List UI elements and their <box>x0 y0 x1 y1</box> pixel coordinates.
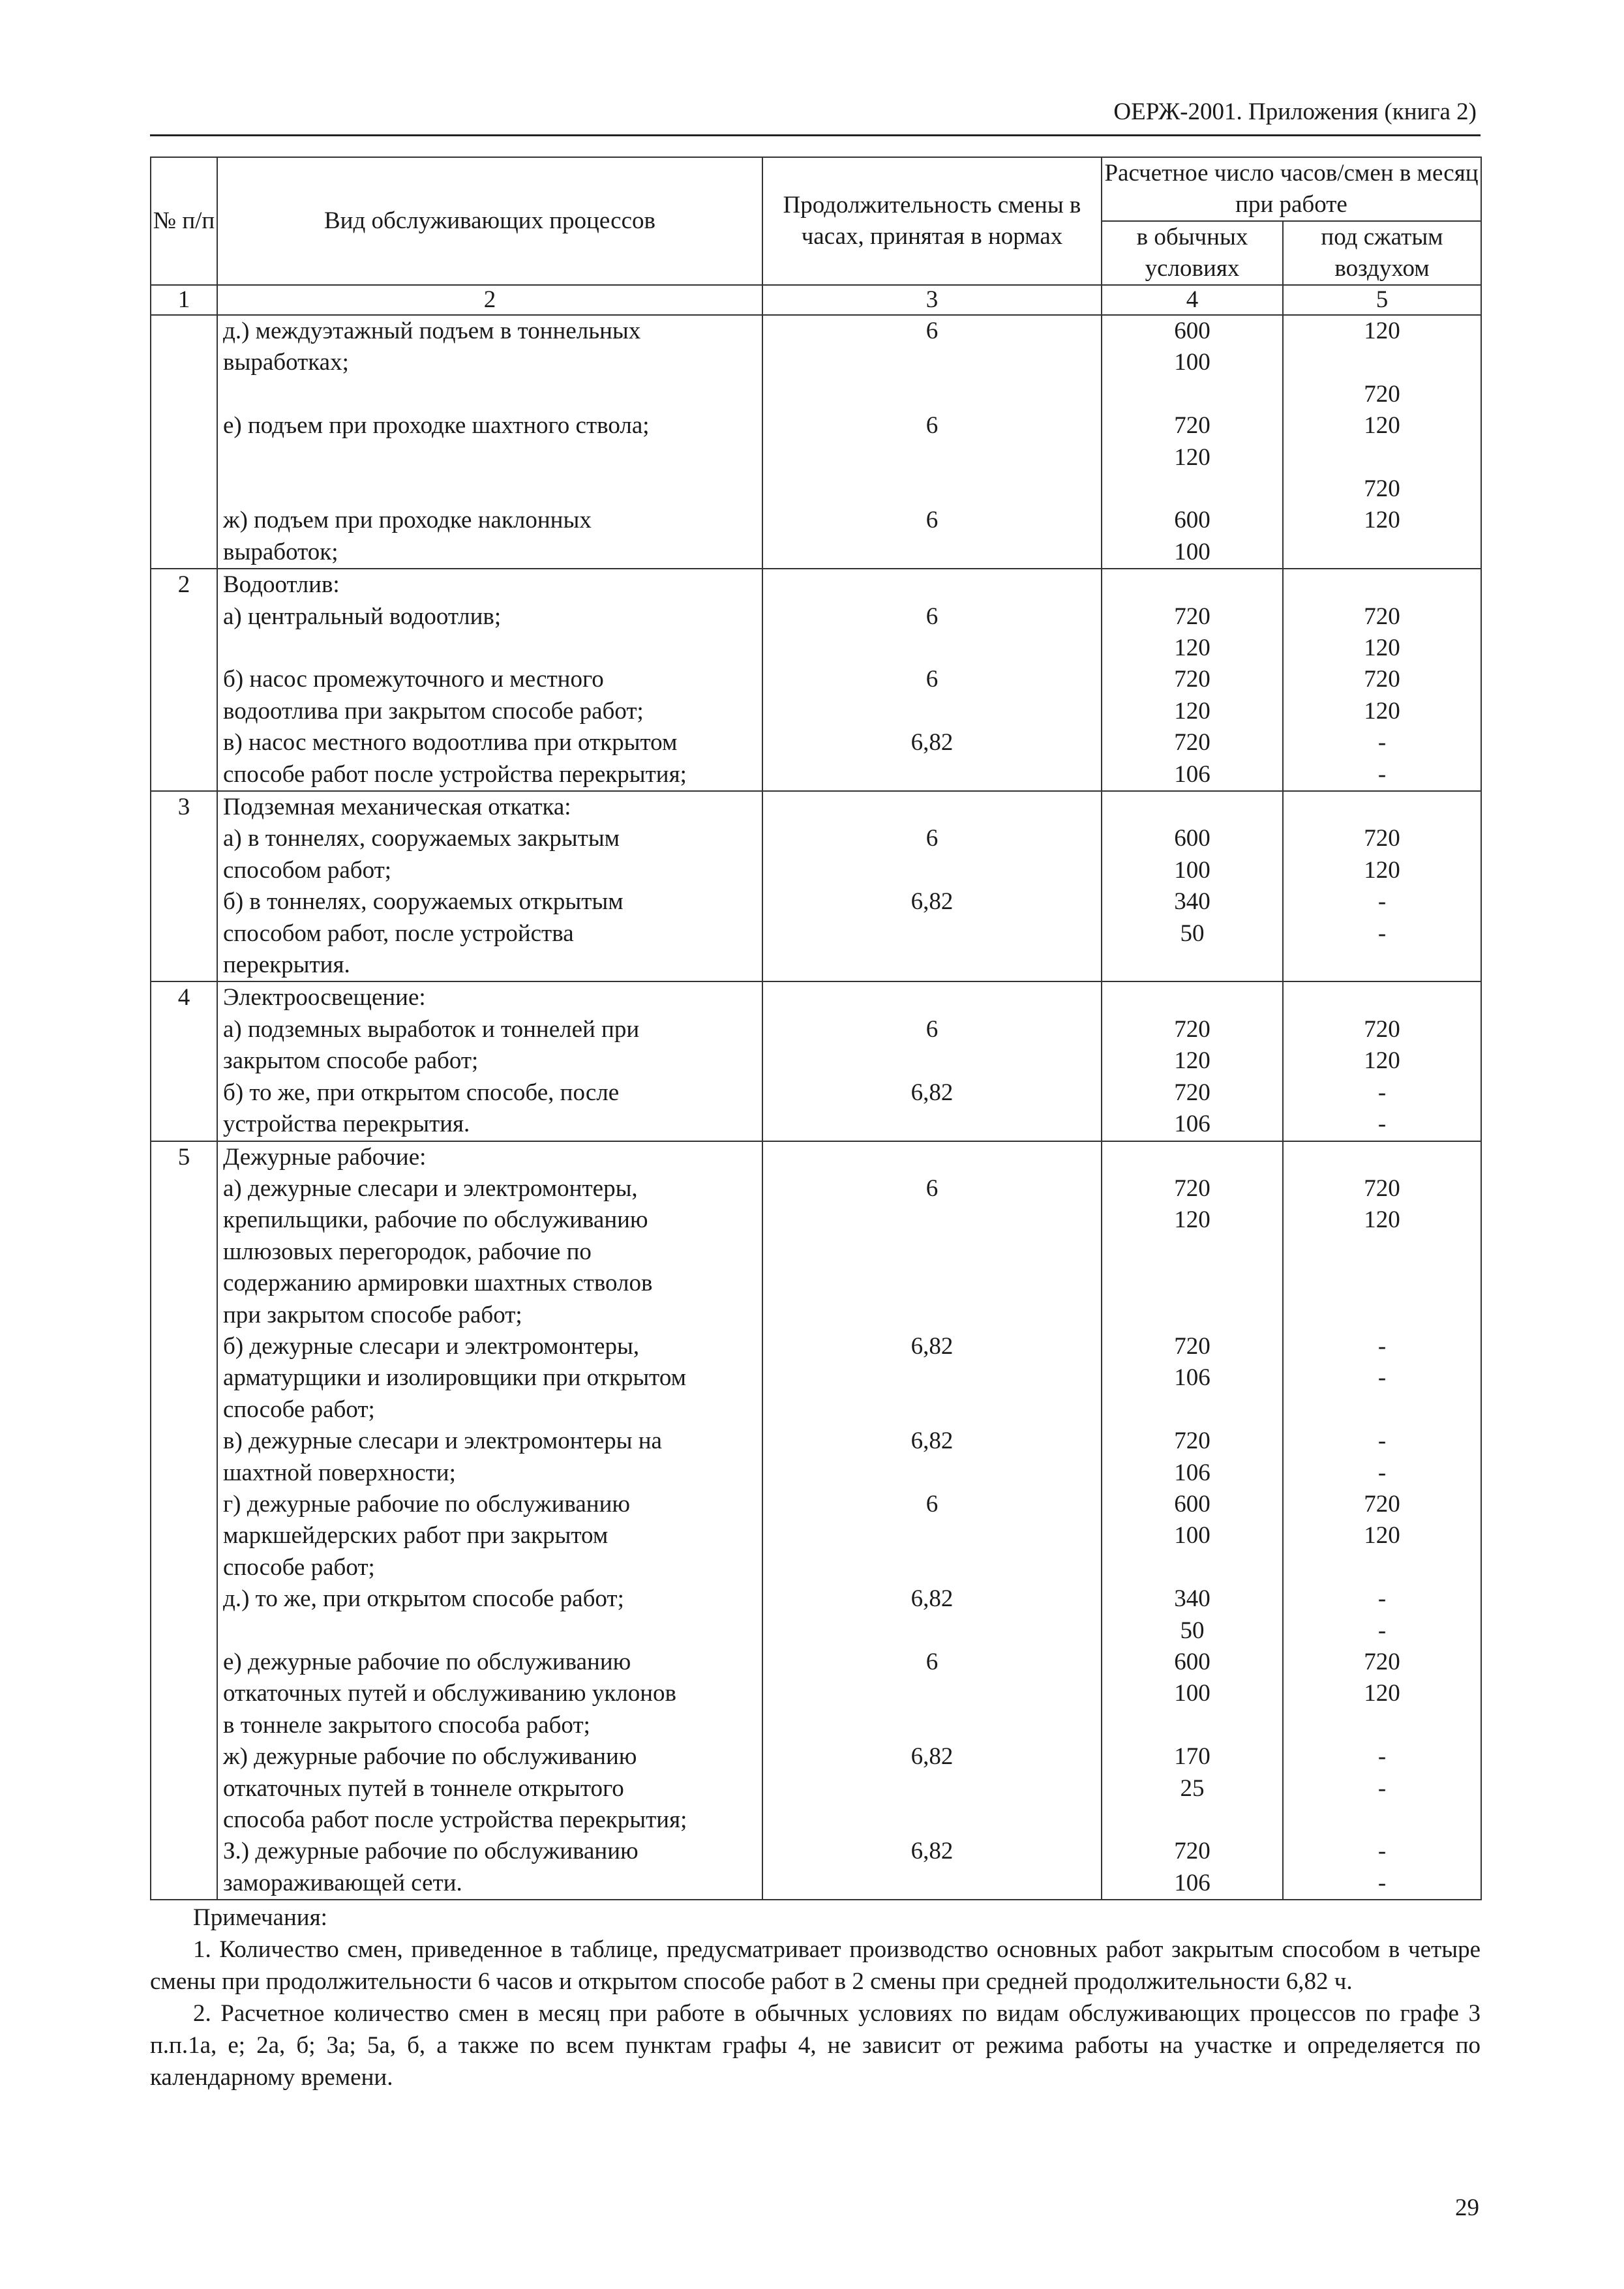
normal-value <box>1102 1236 1282 1268</box>
process-line: закрытом способе работ; <box>223 1047 479 1075</box>
normal-value: 100 <box>1174 349 1210 376</box>
duration-value <box>763 950 1101 981</box>
compressed-value: - <box>1377 760 1387 788</box>
compressed-value: - <box>1377 1428 1387 1455</box>
process-line: б) дежурные слесари и электромонтеры, <box>223 1332 640 1360</box>
table-row <box>151 569 1481 791</box>
duration-value <box>763 1142 1101 1173</box>
duration-value <box>763 347 1101 378</box>
row-number: 3 <box>151 791 217 981</box>
compressed-value <box>1284 569 1481 601</box>
process-line: содержанию армировки шахтных стволов <box>223 1270 653 1297</box>
normal-value: 170 <box>1174 1743 1210 1771</box>
normal-value: 100 <box>1174 856 1210 884</box>
process-line: способа работ после устройства перекрытия; <box>223 1806 687 1834</box>
duration-value: 6 <box>925 1015 939 1043</box>
compressed-value: - <box>1377 729 1387 756</box>
row-number: 5 <box>151 1141 217 1900</box>
col-header-process: Вид обслуживающих процессов <box>217 157 762 285</box>
process-line: в тоннеле закрытого способа работ; <box>223 1711 590 1739</box>
normal-cell <box>1102 981 1283 1141</box>
normal-value: 720 <box>1174 666 1210 693</box>
normal-value: 720 <box>1174 412 1210 440</box>
process-line <box>223 442 759 473</box>
note-item: 2. Расчетное количество смен в месяц при работе в обычных условиях по видам обслуживающих процессов по графе 3 п.п.1а, е; 2а, б; 3а; 5а, б, а также по всем пунктам графы 4, не зависит от режима работы на участке и определяется по календарному времени. <box>150 2000 1481 2091</box>
compressed-value: 120 <box>1364 697 1400 725</box>
compressed-value: - <box>1377 1869 1387 1896</box>
compressed-value: - <box>1377 888 1387 916</box>
duration-value <box>763 537 1101 568</box>
process-cell <box>217 315 762 569</box>
process-line: а) подземных выработок и тоннелей при <box>223 1015 640 1043</box>
compressed-value: - <box>1377 1111 1387 1138</box>
duration-value: 6 <box>925 318 939 344</box>
normal-value: 120 <box>1174 443 1210 471</box>
column-number: 4 <box>1102 285 1283 315</box>
compressed-value: - <box>1377 1459 1387 1486</box>
duration-value <box>763 1520 1101 1551</box>
normal-value: 100 <box>1174 538 1210 565</box>
compressed-value <box>1284 537 1481 568</box>
normal-value: 106 <box>1174 760 1210 788</box>
normal-value: 106 <box>1174 1459 1210 1486</box>
column-number: 3 <box>762 285 1102 315</box>
duration-value: 6 <box>925 666 939 693</box>
process-cell <box>217 981 762 1141</box>
process-line: маркшейдерских работ при закрытом <box>223 1522 609 1549</box>
duration-value: 6,82 <box>910 1428 954 1455</box>
duration-value <box>763 442 1101 473</box>
duration-value <box>763 696 1101 727</box>
duration-value: 6,82 <box>910 1743 954 1771</box>
normal-value: 120 <box>1174 1047 1210 1075</box>
compressed-cell <box>1283 791 1481 981</box>
process-line: выработках; <box>223 349 349 376</box>
compressed-value: - <box>1377 1332 1387 1360</box>
running-header <box>150 97 1481 136</box>
normal-value <box>1102 1710 1282 1741</box>
process-line: способе работ; <box>223 1396 375 1423</box>
normal-value: 720 <box>1174 1332 1210 1360</box>
duration-cell <box>762 1141 1102 1900</box>
process-line: а) центральный водоотлив; <box>223 603 502 630</box>
duration-value <box>763 1268 1101 1299</box>
duration-value <box>763 918 1101 950</box>
duration-cell <box>762 981 1102 1141</box>
duration-value <box>763 1045 1101 1077</box>
compressed-value: 120 <box>1364 856 1400 884</box>
normal-value: 600 <box>1174 1490 1210 1518</box>
normal-value <box>1102 1804 1282 1836</box>
duration-value: 6,82 <box>910 1332 954 1360</box>
normal-value: 720 <box>1174 1174 1210 1202</box>
process-line: шлюзовых перегородок, рабочие по <box>223 1238 592 1265</box>
compressed-value: 720 <box>1364 380 1400 408</box>
normal-value <box>1102 1552 1282 1583</box>
duration-value <box>763 379 1101 410</box>
compressed-value: 720 <box>1364 603 1400 630</box>
duration-value <box>763 1394 1101 1426</box>
normal-value: 25 <box>1180 1774 1205 1802</box>
duration-value <box>763 1678 1101 1709</box>
process-line: Подземная механическая откатка: <box>223 794 571 821</box>
header-title: ОЕРЖ-2001. Приложения (книга 2) <box>1113 98 1477 125</box>
compressed-cell <box>1283 981 1481 1141</box>
process-line: способе работ после устройства перекрытия; <box>223 760 687 788</box>
process-line: способом работ; <box>223 856 392 884</box>
process-line: ж) дежурные рабочие по обслуживанию <box>223 1743 637 1771</box>
compressed-value: 120 <box>1364 1206 1400 1234</box>
process-line: устройства перекрытия. <box>223 1111 470 1138</box>
duration-cell <box>762 315 1102 569</box>
compressed-value <box>1284 1236 1481 1268</box>
col-header-number: № п/п <box>151 157 217 285</box>
compressed-value: 120 <box>1364 1522 1400 1549</box>
normal-value: 50 <box>1180 1617 1205 1644</box>
col-header-estimated: Расчетное число часов/смен в месяц при работе <box>1102 157 1481 221</box>
process-cell <box>217 569 762 791</box>
column-number: 5 <box>1283 285 1481 315</box>
compressed-value <box>1284 1804 1481 1836</box>
normal-value: 106 <box>1174 1111 1210 1138</box>
duration-value: 6,82 <box>910 888 954 916</box>
compressed-value: - <box>1377 1838 1387 1865</box>
normal-value: 106 <box>1174 1869 1210 1896</box>
compressed-value <box>1284 1300 1481 1331</box>
process-line: д.) то же, при открытом способе работ; <box>223 1585 624 1613</box>
row-number: 4 <box>151 981 217 1141</box>
process-line: способом работ, после устройства <box>223 920 574 947</box>
duration-value: 6 <box>925 412 939 440</box>
process-line: б) в тоннелях, сооружаемых открытым <box>223 888 624 916</box>
normal-cell <box>1102 315 1283 569</box>
process-line <box>223 379 759 410</box>
notes-title: Примечания: <box>193 1904 327 1931</box>
header-row <box>151 157 1481 221</box>
duration-value <box>763 1236 1101 1268</box>
process-line: ж) подъем при проходке наклонных <box>223 507 592 534</box>
duration-value <box>763 1204 1101 1236</box>
table-row <box>151 1141 1481 1900</box>
process-cell <box>217 1141 762 1900</box>
col-header-normal: в обычных условиях <box>1102 221 1283 285</box>
compressed-value: - <box>1377 1774 1387 1802</box>
compressed-value: 720 <box>1364 666 1400 693</box>
compressed-value: 720 <box>1364 1015 1400 1043</box>
duration-value: 6 <box>925 1648 939 1675</box>
duration-value: 6 <box>925 1174 939 1202</box>
normal-value: 600 <box>1174 507 1210 534</box>
process-line: б) насос промежуточного и местного <box>223 666 604 693</box>
duration-value <box>763 473 1101 505</box>
process-line: замораживающей сети. <box>223 1869 462 1896</box>
compressed-value <box>1284 442 1481 473</box>
page-number: 29 <box>1455 2194 1479 2221</box>
compressed-value: 720 <box>1364 825 1400 852</box>
normal-value <box>1102 982 1282 1013</box>
process-line: г) дежурные рабочие по обслуживанию <box>223 1490 631 1518</box>
process-line: откаточных путей в тоннеле открытого <box>223 1774 624 1802</box>
normal-value: 120 <box>1174 635 1210 662</box>
process-line: при закрытом способе работ; <box>223 1301 522 1328</box>
duration-value <box>763 855 1101 886</box>
duration-value: 6,82 <box>910 1585 954 1613</box>
compressed-value: 120 <box>1364 1047 1400 1075</box>
column-number: 2 <box>217 285 762 315</box>
table-row <box>151 981 1481 1141</box>
normal-value <box>1102 473 1282 505</box>
compressed-value <box>1284 950 1481 981</box>
process-line: б) то же, при открытом способе, после <box>223 1079 620 1106</box>
normal-cell <box>1102 569 1283 791</box>
col-header-compressed: под сжатым воздухом <box>1283 221 1481 285</box>
compressed-value: - <box>1377 1743 1387 1771</box>
duration-value <box>763 759 1101 790</box>
duration-value <box>763 1109 1101 1140</box>
duration-value: 6 <box>925 825 939 852</box>
normal-value: 720 <box>1174 1428 1210 1455</box>
process-line: арматурщики и изолировщики при открытом <box>223 1364 687 1392</box>
process-line: водоотлива при закрытом способе работ; <box>223 697 644 725</box>
normal-cell <box>1102 1141 1283 1900</box>
process-line: е) подъем при проходке шахтного ствола; <box>223 412 650 440</box>
process-line: в) дежурные слесари и электромонтеры на <box>223 1428 662 1455</box>
process-line: Водоотлив: <box>223 571 340 599</box>
compressed-value: 720 <box>1364 1490 1400 1518</box>
normal-cell <box>1102 791 1283 981</box>
compressed-value <box>1284 1268 1481 1299</box>
process-line: выработок; <box>223 538 338 565</box>
normal-value: 50 <box>1180 920 1205 947</box>
duration-value <box>763 633 1101 664</box>
compressed-value <box>1284 982 1481 1013</box>
normal-value: 340 <box>1174 1585 1210 1613</box>
duration-value: 6 <box>925 507 939 534</box>
duration-value <box>763 1615 1101 1646</box>
duration-value <box>763 1552 1101 1583</box>
normal-value <box>1102 1268 1282 1299</box>
table-row <box>151 315 1481 569</box>
normal-value: 720 <box>1174 603 1210 630</box>
compressed-value: 120 <box>1364 318 1400 344</box>
row-number: 2 <box>151 569 217 791</box>
duration-value: 6 <box>925 1490 939 1518</box>
compressed-value: - <box>1377 1585 1387 1613</box>
compressed-value: 120 <box>1364 412 1400 440</box>
normal-value <box>1102 792 1282 823</box>
column-number: 1 <box>151 285 217 315</box>
duration-value <box>763 569 1101 601</box>
duration-value <box>763 982 1101 1013</box>
duration-value <box>763 1773 1101 1804</box>
col-header-duration: Продолжительность смены в часах, принятая в нормах <box>762 157 1102 285</box>
normal-value: 100 <box>1174 1522 1210 1549</box>
process-line: откаточных путей и обслуживанию уклонов <box>223 1680 676 1707</box>
process-line: перекрытия. <box>223 951 350 979</box>
table-body <box>151 315 1481 1900</box>
normal-value: 600 <box>1174 1648 1210 1675</box>
normal-value <box>1102 569 1282 601</box>
normal-value <box>1102 1300 1282 1331</box>
process-line: в) насос местного водоотлива при открытом <box>223 729 678 756</box>
duration-value <box>763 1710 1101 1741</box>
process-line: д.) междуэтажный подъем в тоннельных <box>223 318 641 344</box>
process-line: шахтной поверхности; <box>223 1459 456 1486</box>
normal-value: 340 <box>1174 888 1210 916</box>
normal-value: 120 <box>1174 1206 1210 1234</box>
compressed-value: 720 <box>1364 1648 1400 1675</box>
compressed-value: 120 <box>1364 507 1400 534</box>
compressed-value <box>1284 1710 1481 1741</box>
duration-value: 6 <box>925 603 939 630</box>
normal-value: 100 <box>1174 1680 1210 1707</box>
process-line <box>223 633 759 664</box>
duration-value <box>763 1299 1101 1330</box>
duration-value: 6,82 <box>910 1838 954 1865</box>
process-line: Дежурные рабочие: <box>223 1143 427 1171</box>
compressed-value: - <box>1377 920 1387 947</box>
normal-value: 720 <box>1174 729 1210 756</box>
duration-value <box>763 1457 1101 1488</box>
normal-value <box>1102 1142 1282 1173</box>
process-line: е) дежурные рабочие по обслуживанию <box>223 1649 631 1675</box>
compressed-cell <box>1283 1141 1481 1900</box>
compressed-value: 720 <box>1364 1174 1400 1202</box>
normal-value <box>1102 950 1282 981</box>
compressed-value: 720 <box>1364 475 1400 502</box>
table-row <box>151 791 1481 981</box>
compressed-value: 120 <box>1364 635 1400 662</box>
duration-cell <box>762 791 1102 981</box>
compressed-value: - <box>1377 1364 1387 1392</box>
normal-value: 600 <box>1174 318 1210 344</box>
duration-value <box>763 792 1101 823</box>
compressed-value: - <box>1377 1079 1387 1106</box>
normal-value <box>1102 1394 1282 1426</box>
normal-value: 720 <box>1174 1079 1210 1106</box>
compressed-value <box>1284 1552 1481 1583</box>
normal-value: 106 <box>1174 1364 1210 1392</box>
norms-table <box>150 157 1482 1900</box>
compressed-value: 120 <box>1364 1680 1400 1707</box>
normal-value: 720 <box>1174 1015 1210 1043</box>
compressed-value <box>1284 792 1481 823</box>
process-line: З.) дежурные рабочие по обслуживанию <box>223 1838 639 1865</box>
process-line: а) в тоннелях, сооружаемых закрытым <box>223 825 620 852</box>
duration-value <box>763 1362 1101 1394</box>
process-line: а) дежурные слесари и электромонтеры, <box>223 1174 638 1202</box>
duration-value <box>763 1868 1101 1899</box>
compressed-cell <box>1283 315 1481 569</box>
process-line: способе работ; <box>223 1553 375 1581</box>
duration-cell <box>762 569 1102 791</box>
row-number <box>151 315 217 569</box>
compressed-value <box>1284 1142 1481 1173</box>
process-line: Электроосвещение: <box>223 984 426 1011</box>
normal-value <box>1102 379 1282 410</box>
process-line <box>223 473 759 505</box>
note-item: 1. Количество смен, приведенное в таблице, предусматривает производство основных работ закрытым способом в четыре смены при продолжительности 6 часов и открытом способе работ в 2 смены при средней продолжительности 6,82 ч. <box>150 1936 1481 1995</box>
notes-section <box>150 1902 1481 2093</box>
duration-value: 6,82 <box>910 729 954 756</box>
process-cell <box>217 791 762 981</box>
compressed-value: - <box>1377 1617 1387 1644</box>
column-numbers-row <box>151 285 1481 315</box>
normal-value: 600 <box>1174 825 1210 852</box>
duration-value: 6,82 <box>910 1079 954 1106</box>
normal-value: 120 <box>1174 697 1210 725</box>
duration-value <box>763 1804 1101 1836</box>
compressed-cell <box>1283 569 1481 791</box>
compressed-value <box>1284 347 1481 378</box>
process-line <box>223 1615 759 1647</box>
compressed-value <box>1284 1394 1481 1426</box>
process-line: крепильщики, рабочие по обслуживанию <box>223 1206 648 1234</box>
normal-value: 720 <box>1174 1838 1210 1865</box>
